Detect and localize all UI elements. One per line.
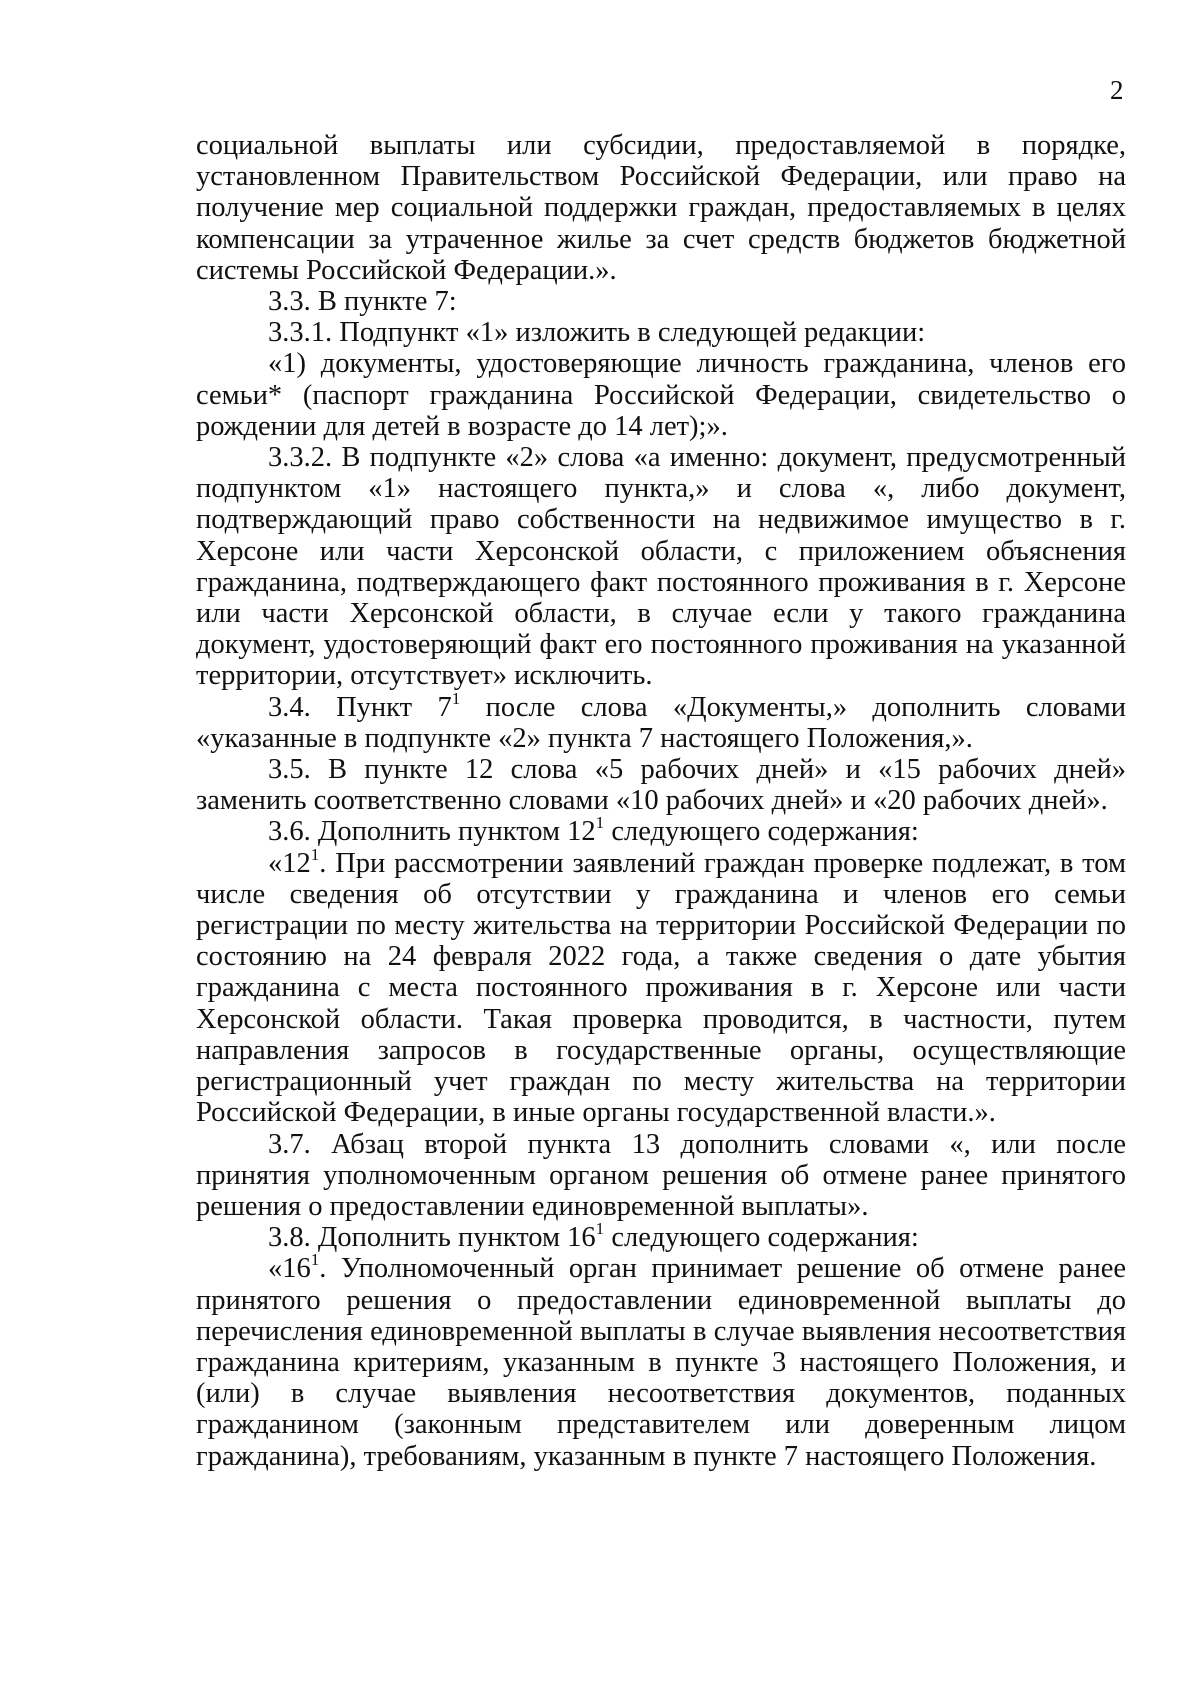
- paragraph-text: после слова «Документы,» дополнить словами «указанные в подпункте «2» пункта 7 настоящего Положения,».: [196, 691, 1126, 754]
- superscript: 1: [595, 813, 605, 833]
- paragraph-text: 3.5. В пункте 12 слова «5 рабочих дней» и «15 рабочих дней» заменить соответственно словами «10 рабочих дней» и «20 рабочих дней».: [196, 754, 1126, 817]
- paragraph: [196, 130, 1126, 286]
- paragraph-text: 3.8. Дополнить пунктом 16: [268, 1222, 596, 1254]
- paragraph-text: следующего содержания:: [604, 1222, 919, 1254]
- paragraph: [196, 1250, 1126, 1472]
- paragraph-text: «12: [268, 847, 311, 879]
- paragraph-text: следующего содержания:: [604, 816, 919, 848]
- paragraph-text: «1) документы, удостоверяющие личность гражданина, членов его семьи* (паспорт гражданина Российской Федерации, свидетельство о рождении для детей в возрасте до 14 лет);».: [196, 348, 1126, 442]
- paragraph-text: . Уполномоченный орган принимает решение об отмене ранее принятого решения о предоставлении единовременной выплаты до перечисления единовременной выплаты в случае выявления несоответствия гражданина критериям, указанным в пункте 3 настоящего Положения, и (или) в случае выявления несоответствия документов, поданных гражданином (законным представителем или доверенным лицом гражданина), требованиям, указанным в пункте 7 настоящего Положения.: [196, 1253, 1126, 1472]
- superscript: 1: [451, 688, 461, 708]
- paragraph: [196, 688, 1126, 754]
- paragraph: [196, 317, 1126, 348]
- paragraph: [196, 1129, 1126, 1223]
- paragraph: [196, 813, 1126, 848]
- superscript: 1: [310, 844, 320, 864]
- paragraph-text: 3.4. Пункт 7: [268, 691, 452, 723]
- paragraph-text: социальной выплаты или субсидии, предоставляемой в порядке, установленном Правительством Российской Федерации, или право на получение мер социальной поддержки граждан, предоставляемых в целях компенсации за утраченное жилье за счет средств бюджетов бюджетной системы Российской Федерации.».: [196, 130, 1126, 286]
- paragraph: [196, 754, 1126, 816]
- paragraph-text: . При рассмотрении заявлений граждан проверке подлежат, в том числе сведения об отсутствии у гражданина и членов его семьи регистрации по месту жительства на территории Российской Федерации по состоянию на 24 февраля 2022 года, а также сведения о дате убытия гражданина с места постоянного проживания в г. Херсоне или части Херсонской области. Такая проверка проводится, в частности, путем направления запросов в государственные органы, осуществляющие регистрационный учет граждан по месту жительства на территории Российской Федерации, в иные органы государственной власти.».: [196, 847, 1126, 1129]
- paragraph-text: 3.3.1. Подпункт «1» изложить в следующей редакции:: [268, 317, 926, 349]
- paragraph-text: 3.3.2. В подпункте «2» слова «а именно: документ, предусмотренный подпунктом «1» настоящего пункта,» и слова «, либо документ, подтверждающий право собственности на недвижимое имущество в г. Херсоне или части Херсонской области, с приложением объяснения гражданина, подтверждающего факт постоянного проживания в г. Херсоне или части Херсонской области, в случае если у такого гражданина документ, удостоверяющий факт его постоянного проживания на указанной территории, отсутствует» исключить.: [196, 442, 1126, 692]
- paragraph: [196, 286, 1126, 317]
- paragraph: [196, 348, 1126, 442]
- paragraph: [196, 1219, 1126, 1254]
- paragraph-text: 3.7. Абзац второй пункта 13 дополнить словами «, или после принятия уполномоченным органом решения об отмене ранее принятого решения о предоставлении единовременной выплаты».: [196, 1128, 1126, 1222]
- paragraph: [196, 442, 1126, 692]
- paragraph-text: 3.6. Дополнить пунктом 12: [268, 816, 596, 848]
- paragraph: [196, 844, 1126, 1129]
- page-number: 2: [1110, 75, 1124, 105]
- paragraph-text: 3.3. В пункте 7:: [268, 286, 457, 318]
- superscript: 1: [310, 1250, 320, 1270]
- paragraph-text: «16: [268, 1253, 311, 1285]
- superscript: 1: [595, 1219, 605, 1239]
- document-body: [196, 130, 1126, 1472]
